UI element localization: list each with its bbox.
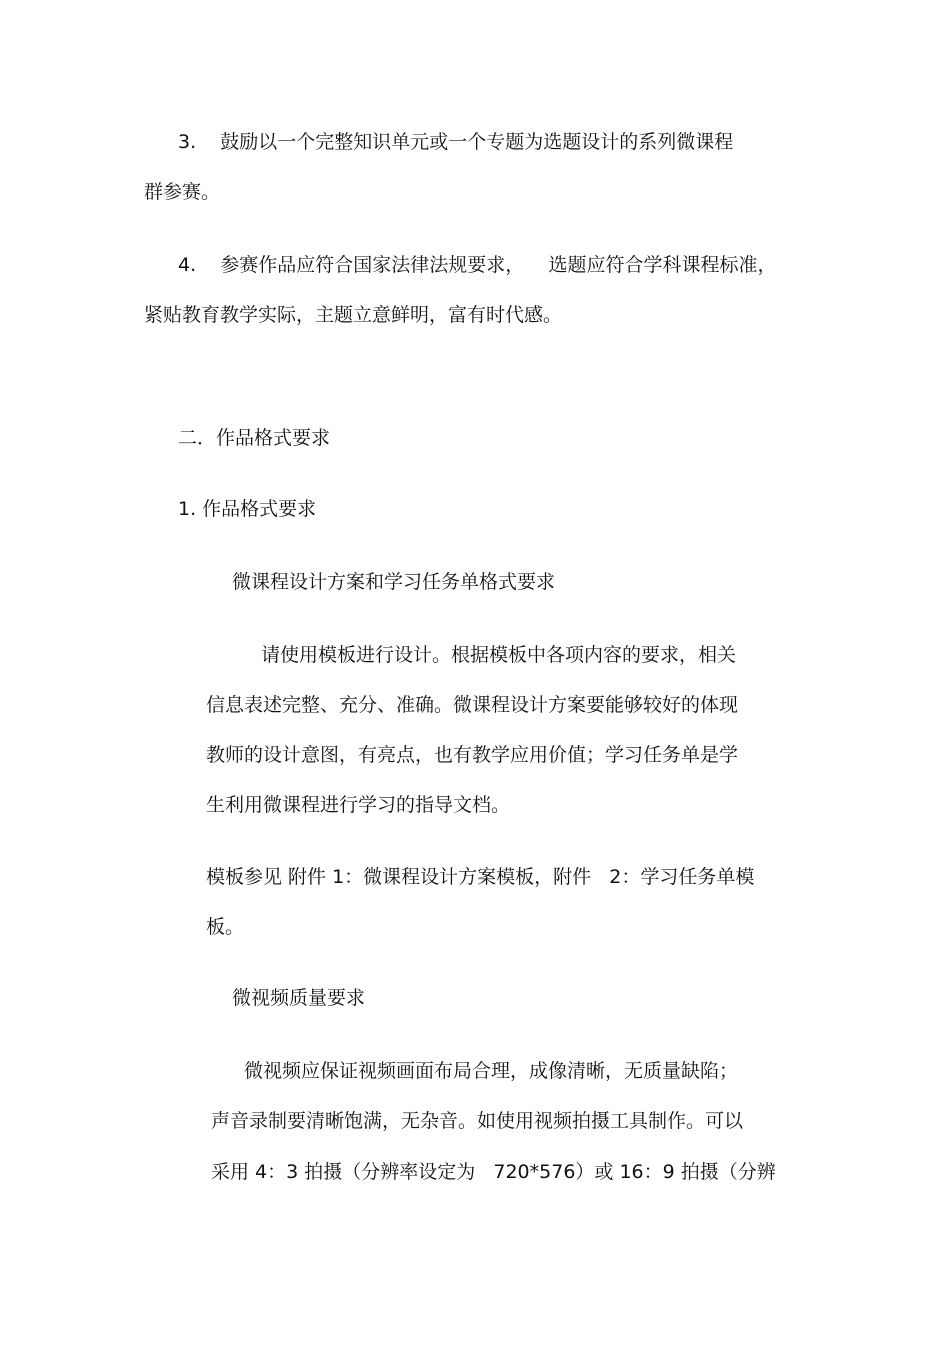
subheading: 微课程设计方案和学习任务单格式要求 (232, 571, 556, 593)
paragraph-line: 紧贴教育教学实际，主题立意鲜明，富有时代感。 (144, 304, 563, 326)
paragraph-line: 模板参见 附件 1：微课程设计方案模板，附件 2：学习任务单模 (206, 866, 755, 888)
paragraph-line: 4. 参赛作品应符合国家法律法规要求， 选题应符合学科课程标准， (178, 254, 777, 276)
subsection-heading: 1. 作品格式要求 (178, 498, 317, 520)
paragraph-line: 板。 (206, 916, 245, 938)
paragraph-line: 采用 4：3 拍摄（分辨率设定为 720*576）或 16：9 拍摄（分辨 (211, 1161, 776, 1183)
subheading: 微视频质量要求 (232, 987, 366, 1009)
paragraph-line: 微视频应保证视频画面布局合理，成像清晰，无质量缺陷； (244, 1060, 739, 1082)
paragraph-line: 请使用模板进行设计。根据模板中各项内容的要求，相关 (261, 644, 737, 666)
paragraph-line: 3. 鼓励以一个完整知识单元或一个专题为选题设计的系列微课程 (178, 131, 734, 153)
paragraph-line: 声音录制要清晰饱满，无杂音。如使用视频拍摄工具制作。可以 (211, 1110, 744, 1132)
paragraph-line: 信息表述完整、充分、准确。微课程设计方案要能够较好的体现 (206, 694, 739, 716)
section-heading: 二．作品格式要求 (178, 427, 331, 449)
paragraph-line: 群参赛。 (144, 181, 221, 203)
paragraph-line: 生利用微课程进行学习的指导文档。 (206, 794, 511, 816)
paragraph-line: 教师的设计意图，有亮点，也有教学应用价值；学习任务单是学 (206, 744, 739, 766)
